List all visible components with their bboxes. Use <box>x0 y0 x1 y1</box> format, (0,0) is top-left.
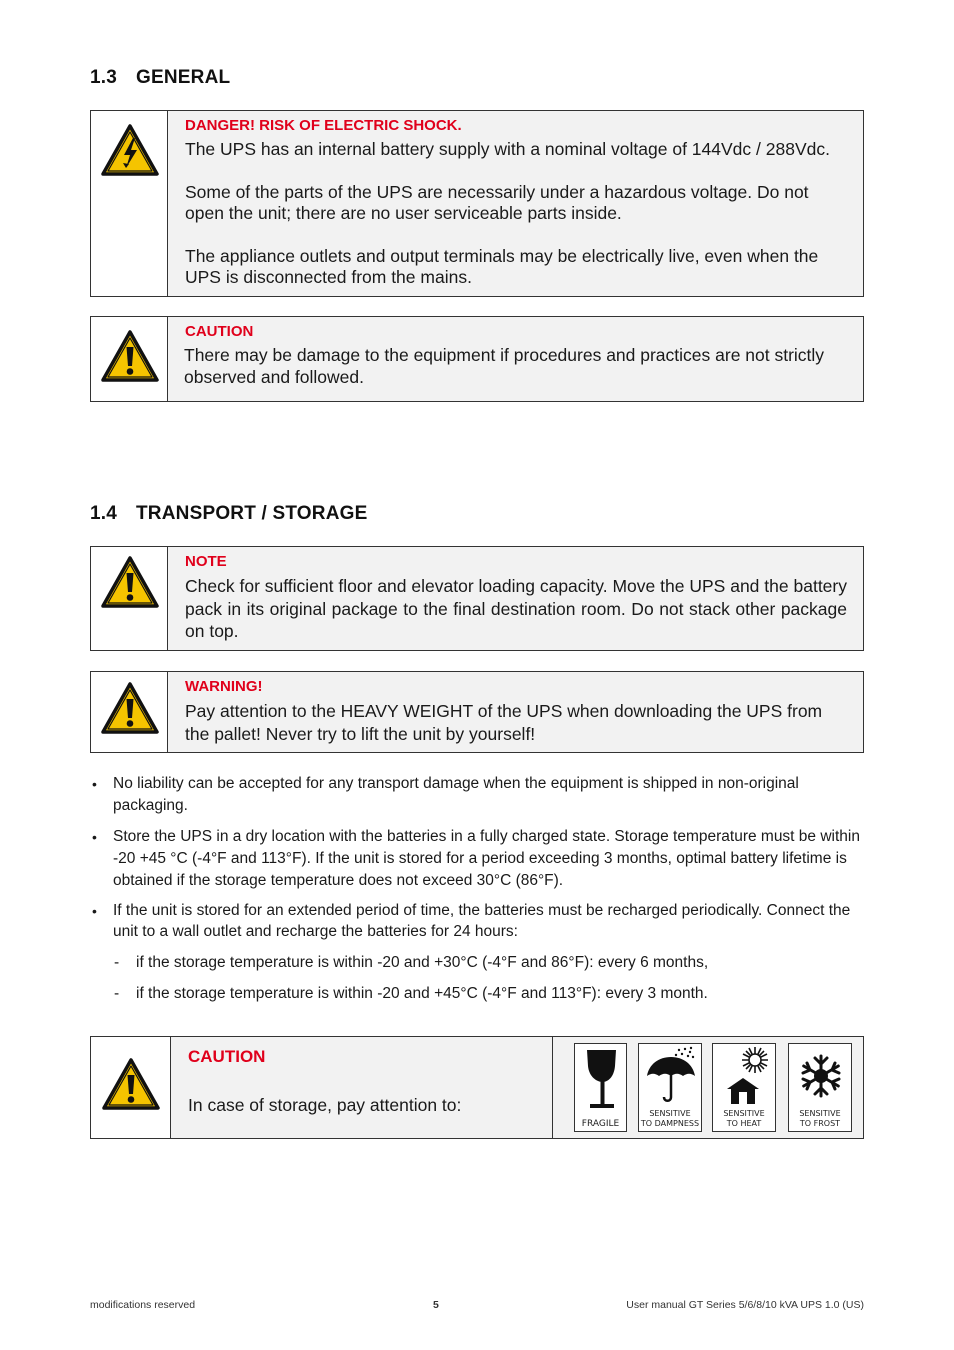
danger-paragraph: Some of the parts of the UPS are necessarily under a hazardous voltage. Do not open the unit; there are no user serviceable parts inside. <box>185 181 809 223</box>
footer-right: User manual GT Series 5/6/8/10 kVA UPS 1.0 (US) <box>626 1299 864 1311</box>
exclamation-warning-icon <box>100 329 160 383</box>
storage-caution-box <box>90 1036 864 1139</box>
warning-text: Pay attention to the HEAVY WEIGHT of the UPS when downloading the UPS from the pallet! Never try to lift the unit by yourself! <box>185 701 823 744</box>
note-text: Check for sufficient floor and elevator loading capacity. Move the UPS and the battery pack in its original package to the final destination room. Do not stack other package on top. <box>185 576 847 641</box>
exclamation-warning-icon <box>100 555 160 609</box>
frost-pictogram <box>788 1043 852 1132</box>
caption-line: TO FROST <box>799 1119 841 1128</box>
danger-notice-box <box>90 110 864 297</box>
danger-icon-cell <box>91 111 168 296</box>
caution-text: There may be damage to the equipment if procedures and practices are not strictly observed and followed. <box>184 345 825 387</box>
storage-caution-label: CAUTION <box>188 1047 266 1066</box>
snowflake-icon <box>789 1044 853 1110</box>
warning-notice-box <box>90 671 864 753</box>
storage-caution-icon-cell <box>91 1037 171 1138</box>
section-number: 1.3 <box>90 67 118 88</box>
caution-icon-cell <box>91 317 168 401</box>
exclamation-warning-icon <box>100 681 160 735</box>
section-title: GENERAL <box>136 67 231 88</box>
caption-line: SENSITIVE <box>723 1109 765 1118</box>
section-heading-general <box>90 67 230 89</box>
section-heading-transport <box>90 503 367 525</box>
heat-pictogram <box>712 1043 776 1132</box>
list-item: • Store the UPS in a dry location with the batteries in a fully charged state. Storage temperature must be within -20 +45 °C (-4°F and 113°F). If the unit is stored for a period exceeding 3 months, optimal battery lifetime is obtained if the storage temperature does not exceed 30°C (86°F). <box>90 826 864 892</box>
list-sub-item: - if the storage temperature is within -20 and +45°C (-4°F and 113°F): every 3 month. <box>90 983 864 1005</box>
list-item: • No liability can be accepted for any transport damage when the equipment is shipped in non-original packaging. <box>90 773 864 817</box>
list-sub-item: - if the storage temperature is within -20 and +30°C (-4°F and 86°F): every 6 months, <box>90 952 864 974</box>
list-item: • If the unit is stored for an extended period of time, the batteries must be recharged periodically. Connect the unit to a wall outlet and recharge the batteries for 24 hours: <box>90 901 864 942</box>
page-number: 5 <box>433 1299 439 1311</box>
storage-pictograms <box>553 1037 863 1138</box>
caution-label: CAUTION <box>185 323 254 340</box>
caption-line: SENSITIVE <box>799 1109 841 1118</box>
caption-line: TO HEAT <box>726 1119 762 1128</box>
footer-left: modifications reserved <box>90 1299 196 1311</box>
warning-icon-cell <box>91 672 168 752</box>
danger-label: DANGER! RISK OF ELECTRIC SHOCK. <box>185 117 462 134</box>
dampness-pictogram <box>638 1043 702 1132</box>
exclamation-warning-icon <box>101 1057 161 1111</box>
electric-shock-warning-icon <box>100 123 160 177</box>
note-icon-cell <box>91 547 168 650</box>
section-number: 1.4 <box>90 503 118 524</box>
danger-paragraph: The UPS has an internal battery supply with a nominal voltage of 144Vdc / 288Vdc. <box>185 139 830 159</box>
pictogram-caption <box>789 1109 851 1129</box>
sun-house-icon <box>713 1044 777 1110</box>
warning-label: WARNING! <box>185 678 263 695</box>
pictogram-caption: FRAGILE <box>581 1119 620 1129</box>
storage-bullet-list <box>90 773 864 1005</box>
storage-caution-text: In case of storage, pay attention to: <box>188 1095 462 1115</box>
fragile-glass-icon <box>575 1044 628 1119</box>
umbrella-rain-icon <box>639 1044 703 1110</box>
note-notice-box <box>90 546 864 651</box>
pictogram-caption <box>639 1109 701 1129</box>
caution-notice-box <box>90 316 864 402</box>
note-label: NOTE <box>185 553 227 570</box>
caption-line: TO DAMPNESS <box>640 1119 700 1128</box>
caption-line: SENSITIVE <box>649 1109 691 1118</box>
danger-paragraph: The appliance outlets and output terminals may be electrically live, even when the UPS is disconnected from the mains. <box>185 245 819 287</box>
pictogram-caption <box>713 1109 775 1129</box>
fragile-pictogram <box>574 1043 627 1132</box>
section-title: TRANSPORT / STORAGE <box>136 503 368 524</box>
